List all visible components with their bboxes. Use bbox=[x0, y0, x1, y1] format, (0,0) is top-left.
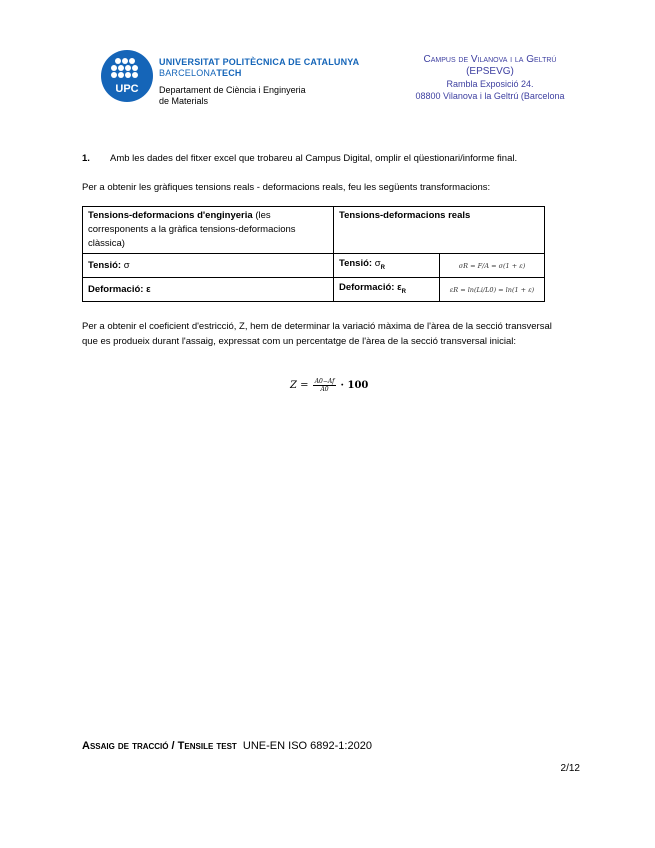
page-number: 2/12 bbox=[560, 763, 580, 774]
campus-street: Rambla Exposició 24. bbox=[446, 79, 534, 89]
paragraph-transformations: Per a obtenir les gràfiques tensions reals - deformacions reals, feu les següents transformacions: bbox=[82, 182, 491, 193]
transformations-table bbox=[82, 206, 545, 302]
formula-true-strain: εR = ln(Li/L0) = ln(1 + ε) bbox=[440, 278, 545, 302]
item-number: 1. bbox=[82, 153, 90, 164]
instruction-item-1 bbox=[82, 151, 517, 166]
svg-text:UPC: UPC bbox=[115, 83, 139, 95]
university-line-2: BARCELONATECH bbox=[159, 68, 242, 78]
university-name bbox=[159, 57, 359, 79]
campus-address bbox=[395, 54, 585, 102]
campus-name: Campus de Vilanova i la Geltrú bbox=[423, 54, 557, 65]
campus-city: 08800 Vilanova i la Geltrú (Barcelona bbox=[415, 91, 565, 101]
upc-logo bbox=[101, 50, 153, 102]
row-strain-engineering: Deformació: ε bbox=[83, 278, 334, 302]
formula-true-stress: σR = F/A = σ(1 + ε) bbox=[440, 254, 545, 278]
row-stress-engineering: Tensió: σ bbox=[83, 254, 334, 278]
head-real: Tensions-deformacions reals bbox=[334, 207, 545, 254]
head-engineering: Tensions-deformacions d'enginyeria bbox=[88, 210, 253, 221]
item-text: Amb les dades del fitxer excel que trobareu al Campus Digital, omplir el qüestionari/informe final. bbox=[110, 153, 518, 164]
head-engineering-note: (les corresponents a la gràfica tensions-deformacions clàssica) bbox=[88, 210, 296, 249]
row-stress-real: Tensió: $\sigma_R$ bbox=[334, 254, 440, 278]
campus-school: (EPSEVG) bbox=[466, 66, 514, 77]
footer-title: Assaig de tracció / Tensile test UNE-EN ISO 6892-1:2020 bbox=[82, 740, 372, 752]
university-line-1: UNIVERSITAT POLITÈCNICA DE CATALUNYA bbox=[159, 57, 360, 67]
row-strain-real: Deformació: $\varepsilon_R$ bbox=[334, 278, 440, 302]
paragraph-reduction-of-area: Per a obtenir el coeficient d'estricció, Z, hem de determinar la variació màxima de l'àrea de la secció transversal que es produeix durant l'assaig, expressat com un percentatge de l'àrea de la secció transversal inicial: bbox=[82, 321, 552, 347]
department-name: Departament de Ciència i Enginyeria de Materials bbox=[159, 85, 306, 106]
reduction-area-formula: Z = $\frac{A0-Af}{A0}$ · 100 bbox=[290, 378, 369, 393]
